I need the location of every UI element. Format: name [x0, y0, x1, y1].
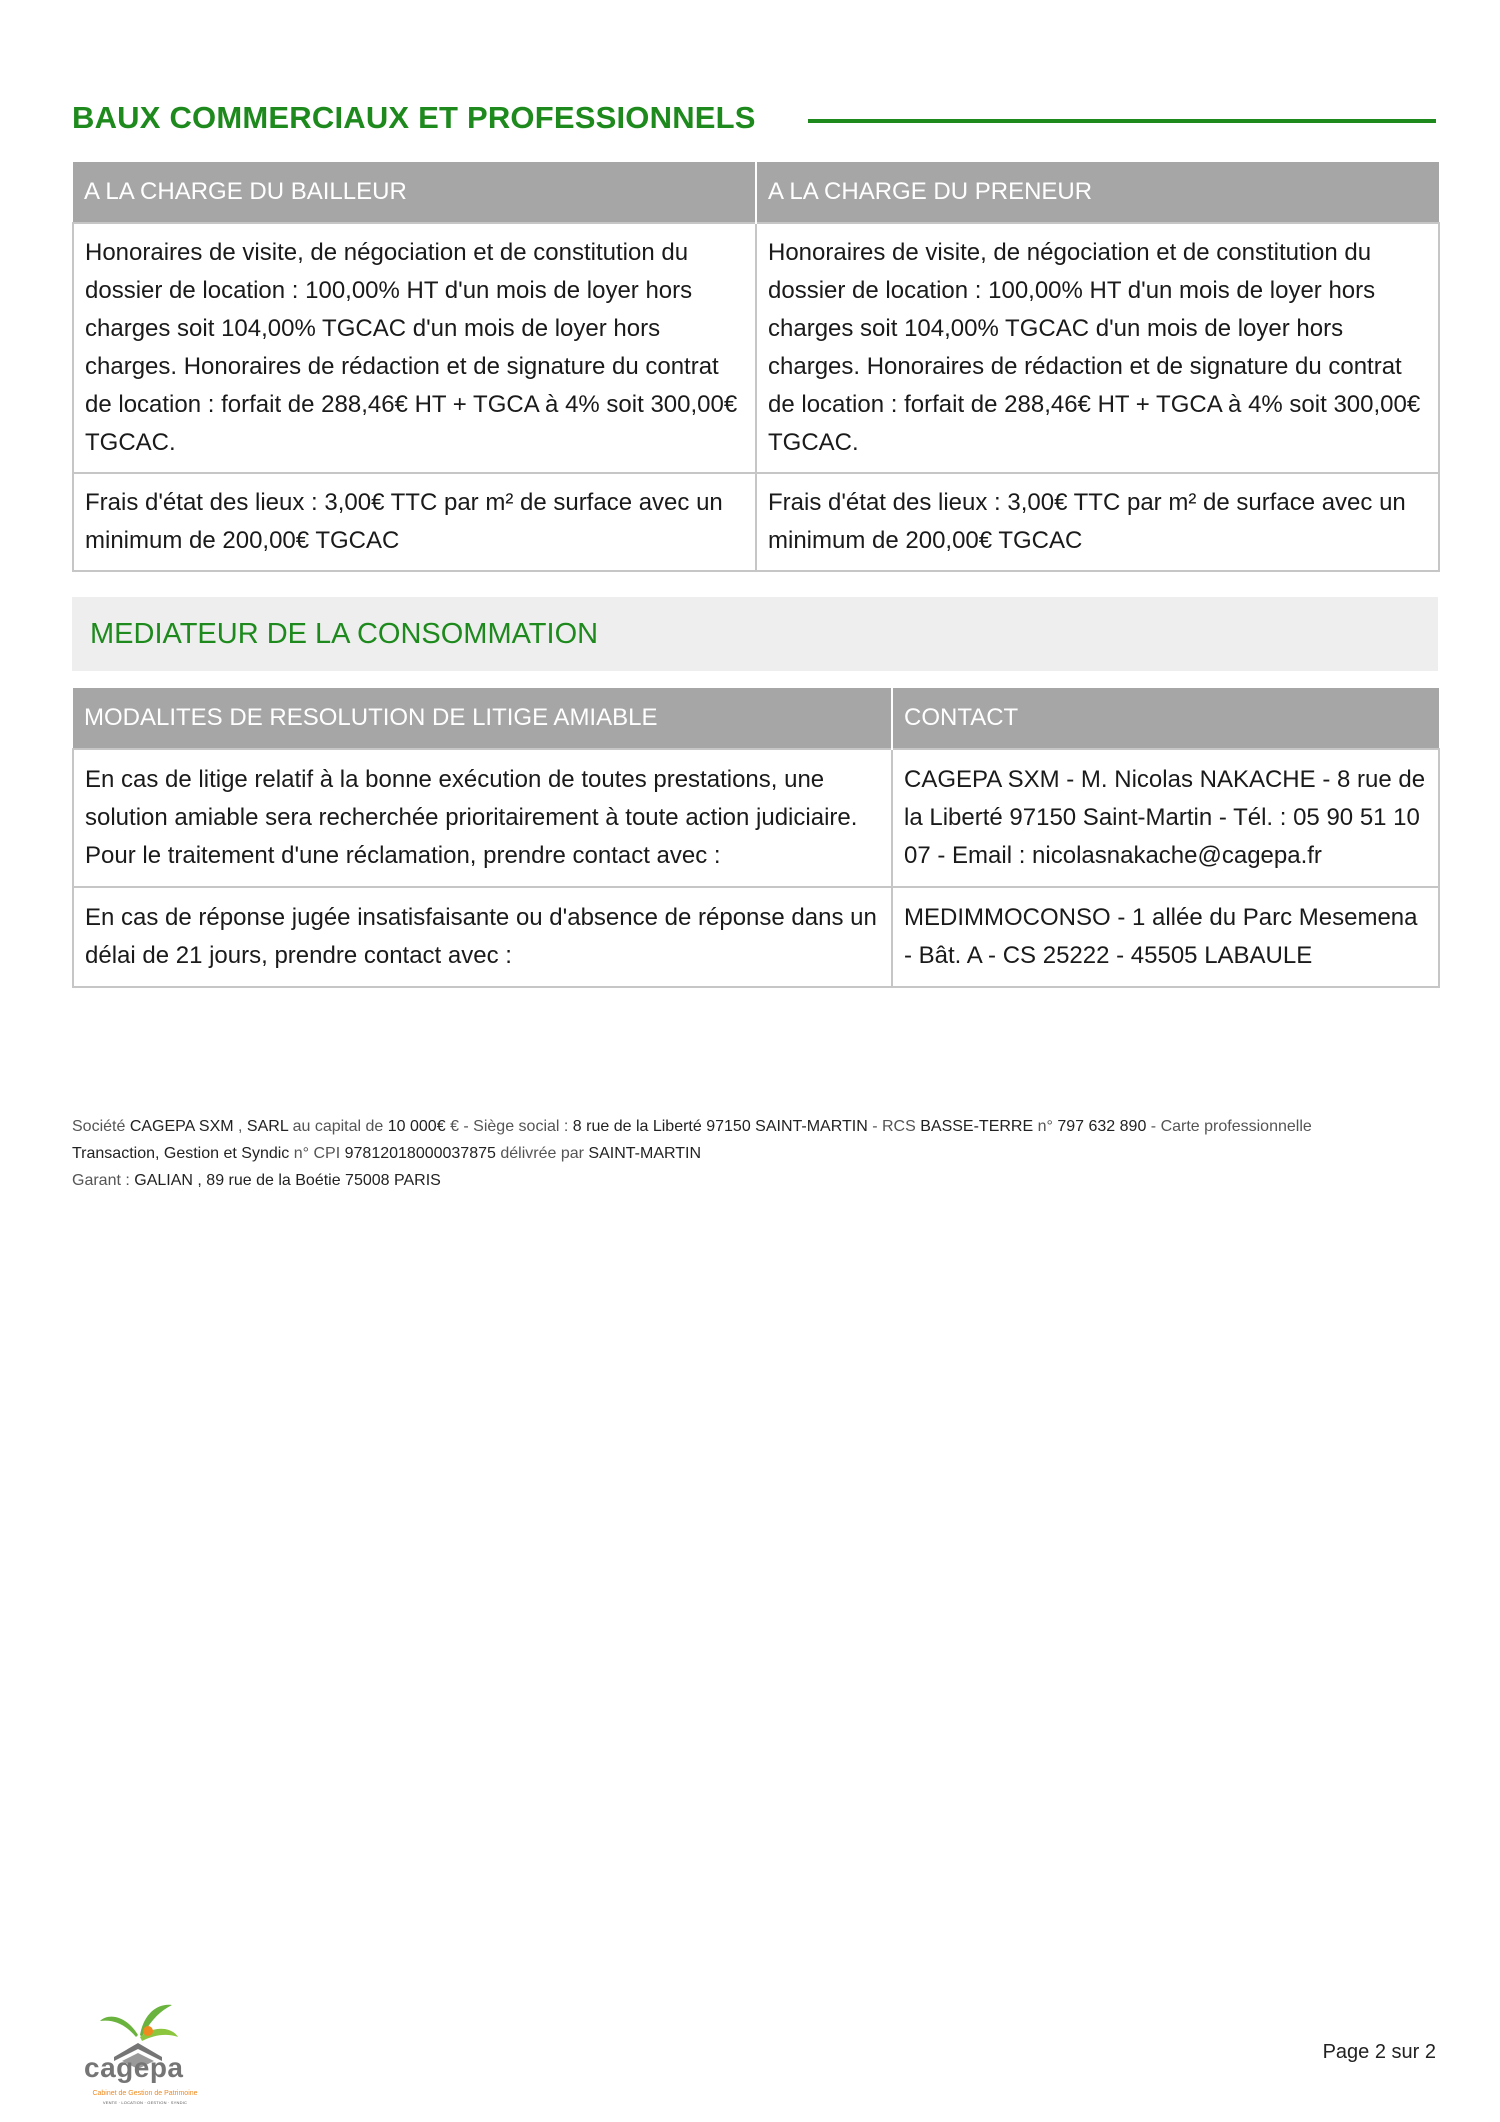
cpi-number: 97812018000037875 — [344, 1145, 496, 1162]
litige-modalite-cell: En cas de litige relatif à la bonne exécution de toutes prestations, une solution amiable sera recherchée prioritairement à toute action judiciaire. Pour le traitement d'une réclamation, prendre contact avec : — [73, 749, 892, 887]
logo-wordmark: cagepa — [84, 2052, 184, 2083]
company-form: SARL — [246, 1118, 289, 1135]
litige-contact-cell: MEDIMMOCONSO - 1 allée du Parc Mesemena - Bât. A - CS 25222 - 45505 LABAULE — [892, 887, 1439, 987]
rcs-number: 797 632 890 — [1057, 1118, 1147, 1135]
rcs-city: BASSE-TERRE — [920, 1118, 1034, 1135]
card-activities: Transaction, Gestion et Syndic — [72, 1145, 290, 1162]
legal-line-1: Société CAGEPA SXM , SARL au capital de 10 000€ € - Siège social : 8 rue de la Liberté 97150 SAINT-MARTIN - RCS BASSE-TERRE n° 797 632 890 - Carte professionnelle — [72, 1118, 1312, 1135]
table-header-row — [73, 688, 1439, 749]
legal-line-2: Transaction, Gestion et Syndic n° CPI 97812018000037875 délivrée par SAINT-MARTIN — [72, 1145, 702, 1162]
header-bailleur: A LA CHARGE DU BAILLEUR — [73, 162, 756, 223]
preneur-honoraires-cell: Honoraires de visite, de négociation et de constitution du dossier de location : 100,00% HT d'un mois de loyer hors charges soit 104,00% TGCAC d'un mois de loyer hors charges. Honoraires de rédaction et de signature du contrat de location : forfait de 288,46€ HT + TGCA à 4% soit 300,00€ TGCAC. — [756, 223, 1439, 473]
mediateur-title: MEDIATEUR DE LA CONSOMMATION — [90, 617, 599, 650]
logo-services: VENTE · LOCATION · GESTION · SYNDIC — [102, 2100, 188, 2105]
company-name: CAGEPA SXM — [129, 1118, 234, 1135]
header-modalites: MODALITES DE RESOLUTION DE LITIGE AMIABLE — [73, 688, 892, 749]
table-row — [73, 749, 1439, 887]
bailleur-etat-lieux-cell: Frais d'état des lieux : 3,00€ TTC par m² de surface avec un minimum de 200,00€ TGCAC — [73, 473, 756, 571]
litige-modalite-cell: En cas de réponse jugée insatisfaisante ou d'absence de réponse dans un délai de 21 jours, prendre contact avec : — [73, 887, 892, 987]
company-address: 8 rue de la Liberté 97150 SAINT-MARTIN — [572, 1118, 868, 1135]
baux-section-title: BAUX COMMERCIAUX ET PROFESSIONNELS — [72, 100, 756, 135]
logo-tagline: Cabinet de Gestion de Patrimoine — [92, 2090, 198, 2097]
table-row — [73, 223, 1439, 473]
mediateur-band — [72, 597, 1438, 671]
card-issuer: SAINT-MARTIN — [588, 1145, 702, 1162]
table-row — [73, 887, 1439, 987]
company-capital: 10 000€ — [387, 1118, 446, 1135]
baux-section-header — [72, 98, 1436, 138]
header-contact: CONTACT — [892, 688, 1439, 749]
guarantor: GALIAN , 89 rue de la Boétie 75008 PARIS — [134, 1172, 441, 1189]
bailleur-honoraires-cell: Honoraires de visite, de négociation et de constitution du dossier de location : 100,00% HT d'un mois de loyer hors charges soit 104,00% TGCAC d'un mois de loyer hors charges. Honoraires de rédaction et de signature du contrat de location : forfait de 288,46€ HT + TGCA à 4% soit 300,00€ TGCAC. — [73, 223, 756, 473]
litige-contact-cell: CAGEPA SXM - M. Nicolas NAKACHE - 8 rue de la Liberté 97150 Saint-Martin - Tél. : 05 90 51 10 07 - Email : nicolasnakache@cagepa.fr — [892, 749, 1439, 887]
table-header-row — [73, 162, 1439, 223]
table-row — [73, 473, 1439, 571]
cagepa-logo-icon — [78, 1995, 198, 2105]
preneur-etat-lieux-cell: Frais d'état des lieux : 3,00€ TTC par m² de surface avec un minimum de 200,00€ TGCAC — [756, 473, 1439, 571]
baux-fees-table — [72, 162, 1440, 572]
header-preneur: A LA CHARGE DU PRENEUR — [756, 162, 1439, 223]
title-rule — [808, 119, 1436, 123]
legal-line-3: Garant : GALIAN , 89 rue de la Boétie 75008 PARIS — [72, 1172, 441, 1189]
litige-table — [72, 688, 1440, 988]
page-number: Page 2 sur 2 — [1322, 2041, 1436, 2063]
legal-mentions — [72, 1113, 1438, 1194]
